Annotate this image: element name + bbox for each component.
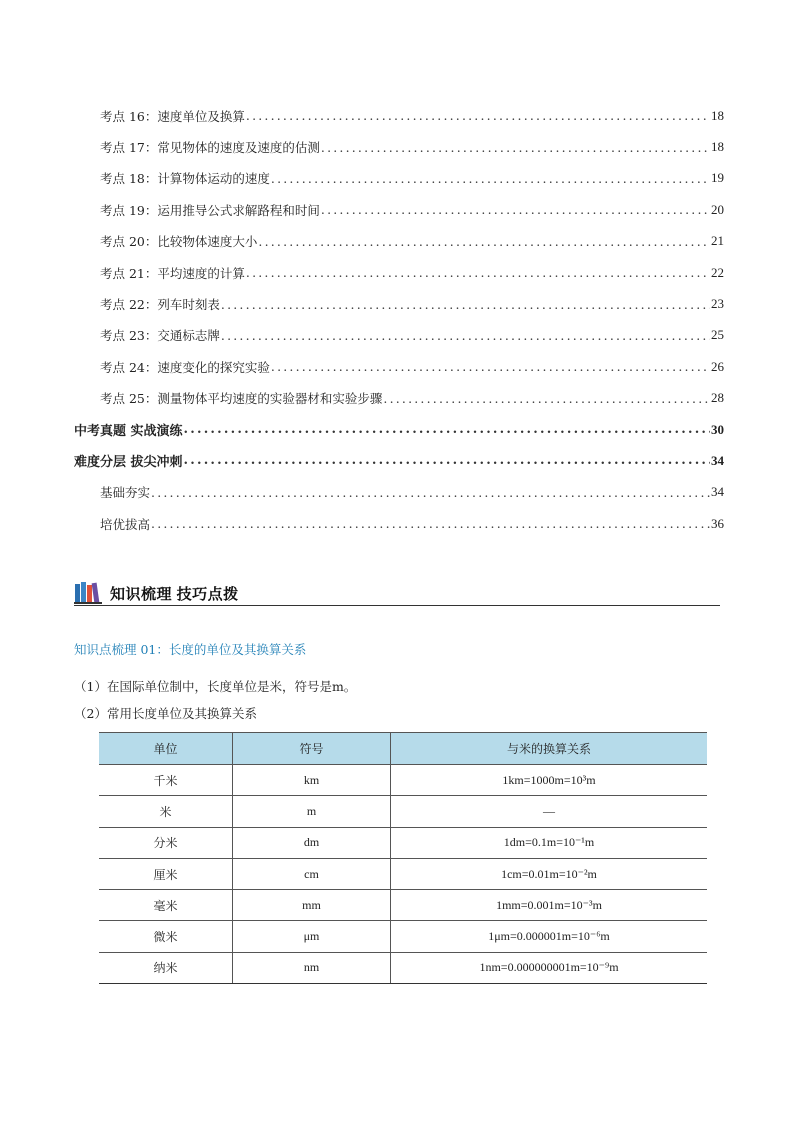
toc-entry-page: 25 [711, 327, 724, 343]
toc-leader-dots [321, 140, 710, 155]
table-row [99, 796, 707, 827]
table-cell: 米 [99, 796, 233, 827]
toc-entry-chapter[interactable] [74, 414, 724, 445]
table-row [99, 765, 707, 796]
toc-leader-dots [258, 234, 710, 249]
toc-entry-title: 考点 25：测量物体平均速度的实验器材和实验步骤 [100, 391, 383, 407]
toc-entry[interactable] [74, 508, 724, 539]
toc-leader-dots [184, 453, 710, 468]
table-of-contents [74, 100, 724, 539]
toc-entry-page: 22 [711, 264, 724, 280]
toc-leader-dots [221, 297, 710, 312]
table-cell: km [233, 765, 391, 796]
toc-entry[interactable] [74, 194, 724, 225]
table-row [99, 921, 707, 952]
toc-leader-dots [246, 108, 710, 123]
paragraph: （2）常用长度单位及其换算关系 [74, 706, 257, 721]
table-cell: mm [233, 890, 391, 921]
table-cell: 1nm=0.000000001m=10⁻⁹m [391, 952, 708, 983]
table-cell: 纳米 [99, 952, 233, 983]
table-row [99, 952, 707, 983]
table-cell: 微米 [99, 921, 233, 952]
table-cell: 厘米 [99, 858, 233, 889]
table-cell: 1mm=0.001m=10⁻³m [391, 890, 708, 921]
toc-leader-dots [221, 328, 710, 343]
toc-entry[interactable] [74, 131, 724, 162]
table-cell: 千米 [99, 765, 233, 796]
toc-entry-title: 考点 24：速度变化的探究实验 [100, 359, 270, 375]
toc-entry-title: 考点 19：运用推导公式求解路程和时间 [100, 202, 320, 218]
toc-entry[interactable] [74, 288, 724, 319]
toc-leader-dots [151, 485, 710, 500]
toc-entry[interactable] [74, 351, 724, 382]
toc-entry-page: 36 [711, 515, 724, 531]
toc-entry-title: 考点 23：交通标志牌 [100, 328, 220, 344]
knowledge-point-heading: 知识点梳理 01：长度的单位及其换算关系 [74, 642, 307, 657]
toc-leader-dots [271, 359, 710, 374]
toc-entry-page: 23 [711, 296, 724, 312]
toc-entry-title: 考点 17：常见物体的速度及速度的估测 [100, 140, 320, 156]
column-header: 单位 [99, 733, 233, 765]
toc-entry-title: 考点 21：平均速度的计算 [100, 265, 245, 281]
toc-entry[interactable] [74, 320, 724, 351]
table-cell: 1μm=0.000001m=10⁻⁶m [391, 921, 708, 952]
toc-entry-title: 考点 16：速度单位及换算 [100, 108, 245, 124]
toc-entry-page: 34 [711, 484, 724, 500]
paragraph: （1）在国际单位制中，长度单位是米，符号是m。 [74, 679, 357, 694]
toc-entry-title: 考点 20：比较物体速度大小 [100, 234, 258, 250]
toc-leader-dots [271, 171, 710, 186]
toc-entry-page: 19 [711, 170, 724, 186]
toc-entry-title: 考点 22：列车时刻表 [100, 297, 220, 313]
toc-entry[interactable] [74, 226, 724, 257]
toc-entry[interactable] [74, 163, 724, 194]
table-cell: 毫米 [99, 890, 233, 921]
column-header: 与米的换算关系 [391, 733, 708, 765]
toc-entry-page: 30 [711, 421, 724, 437]
books-icon [74, 582, 104, 604]
toc-entry-title: 难度分层 拔尖冲刺 [74, 455, 183, 471]
table-cell: 1cm=0.01m=10⁻²m [391, 858, 708, 889]
toc-leader-dots [184, 422, 710, 437]
toc-entry-page: 21 [711, 233, 724, 249]
divider [74, 605, 720, 607]
toc-entry-page: 26 [711, 358, 724, 374]
table-cell: m [233, 796, 391, 827]
table-cell: 1dm=0.1m=10⁻¹m [391, 827, 708, 858]
toc-leader-dots [246, 265, 710, 280]
toc-entry[interactable] [74, 383, 724, 414]
table-row [99, 890, 707, 921]
table-cell: — [391, 796, 708, 827]
section-title: 知识梳理 技巧点拨 [110, 586, 239, 603]
unit-conversion-table [99, 732, 707, 984]
toc-entry[interactable] [74, 477, 724, 508]
toc-entry-title: 考点 18：计算物体运动的速度 [100, 171, 270, 187]
toc-entry-page: 18 [711, 139, 724, 155]
toc-entry-title: 基础夯实 [100, 485, 151, 501]
toc-entry-chapter[interactable] [74, 445, 724, 476]
table-cell: 1km=1000m=10³m [391, 765, 708, 796]
toc-entry-page: 28 [711, 390, 724, 406]
column-header: 符号 [233, 733, 391, 765]
toc-entry-title: 培优拔高 [100, 516, 151, 532]
toc-entry-page: 20 [711, 201, 724, 217]
toc-entry-page: 34 [711, 452, 724, 468]
table-cell: μm [233, 921, 391, 952]
table-cell: 分米 [99, 827, 233, 858]
toc-entry-title: 中考真题 实战演练 [74, 424, 183, 440]
section-banner [74, 580, 720, 606]
toc-leader-dots [321, 202, 710, 217]
table-header-row [99, 733, 707, 765]
table-cell: nm [233, 952, 391, 983]
toc-entry[interactable] [74, 100, 724, 131]
table-row [99, 827, 707, 858]
toc-leader-dots [151, 516, 710, 531]
table-cell: cm [233, 858, 391, 889]
toc-leader-dots [383, 391, 710, 406]
table-row [99, 858, 707, 889]
toc-entry[interactable] [74, 257, 724, 288]
toc-entry-page: 18 [711, 107, 724, 123]
table-cell: dm [233, 827, 391, 858]
